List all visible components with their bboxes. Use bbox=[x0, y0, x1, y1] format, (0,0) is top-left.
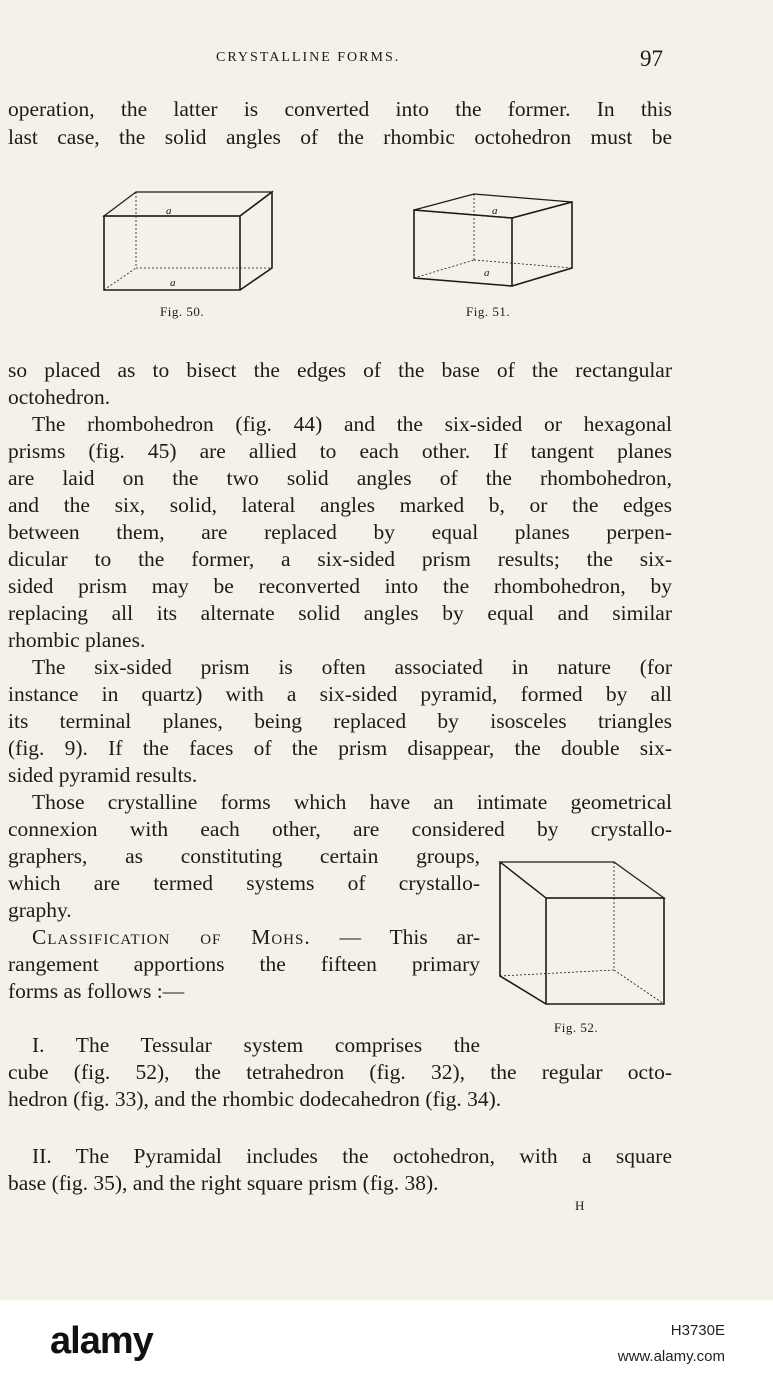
classification-line bbox=[8, 924, 480, 951]
paragraph-start: Those crystalline forms which have an intimate geometrical bbox=[32, 790, 672, 814]
text-line: rhombic planes. bbox=[8, 628, 146, 652]
text-line: graphers, as constituting certain groups, bbox=[8, 844, 480, 868]
paragraph-start: The rhombohedron (fig. 44) and the six-sided or hexagonal bbox=[32, 412, 672, 436]
section-1-start: I. The Tessular system comprises the bbox=[32, 1033, 480, 1057]
text-line: base (fig. 35), and the right square prism (fig. 38). bbox=[8, 1171, 439, 1195]
text-line: are laid on the two solid angles of the rhombohedron, bbox=[8, 466, 672, 490]
signature-mark: H bbox=[575, 1198, 585, 1213]
text-line: sided pyramid results. bbox=[8, 763, 198, 787]
text-line: (fig. 9). If the faces of the prism disappear, the double six- bbox=[8, 736, 672, 760]
text-line: so placed as to bisect the edges of the base of the rectangular bbox=[8, 358, 672, 382]
running-head: CRYSTALLINE FORMS. bbox=[216, 50, 401, 65]
text-line: last case, the solid angles of the rhombic octohedron must be bbox=[8, 125, 672, 149]
fig-50-label-top: a bbox=[166, 205, 172, 217]
fig-51-prism-diagram bbox=[410, 190, 580, 295]
text-line: between them, are replaced by equal planes perpen- bbox=[8, 520, 672, 544]
text-line: connexion with each other, are considered by crystallo- bbox=[8, 817, 672, 841]
fig-52-caption: Fig. 52. bbox=[554, 1020, 599, 1035]
classification-heading: Classification of Mohs. bbox=[32, 925, 311, 949]
fig-50-prism-diagram bbox=[100, 186, 280, 296]
text-line: cube (fig. 52), the tetrahedron (fig. 32), the regular octo- bbox=[8, 1060, 672, 1084]
text-line: its terminal planes, being replaced by isosceles triangles bbox=[8, 709, 672, 733]
text-line: prisms (fig. 45) are allied to each other. If tangent planes bbox=[8, 439, 672, 463]
text-line: rangement apportions the fifteen primary bbox=[8, 952, 480, 976]
text-line: graphy. bbox=[8, 898, 72, 922]
page-number: 97 bbox=[640, 46, 663, 71]
image-id: H3730E bbox=[670, 1322, 725, 1339]
site-url: www.alamy.com bbox=[617, 1348, 725, 1365]
text-line: sided prism may be reconverted into the rhombohedron, by bbox=[8, 574, 672, 598]
fig-51-label-bottom: a bbox=[484, 267, 490, 279]
text-line: and the six, solid, lateral angles marked b, or the edges bbox=[8, 493, 672, 517]
text-line: octohedron. bbox=[8, 385, 111, 409]
watermark-footer bbox=[0, 1300, 773, 1390]
paragraph-start: The six-sided prism is often associated in nature (for bbox=[32, 655, 672, 679]
text-line: which are termed systems of crystallo- bbox=[8, 871, 480, 895]
text-line: instance in quartz) with a six-sided pyramid, formed by all bbox=[8, 682, 672, 706]
fig-51-label-top: a bbox=[492, 205, 498, 217]
fig-52-cube-diagram bbox=[498, 858, 672, 1010]
fig-50-label-bottom: a bbox=[170, 277, 176, 289]
classification-dash-text: — This ar- bbox=[310, 925, 480, 949]
fig-50-caption: Fig. 50. bbox=[160, 304, 205, 319]
text-line: forms as follows :— bbox=[8, 979, 185, 1003]
fig-51-caption: Fig. 51. bbox=[466, 304, 511, 319]
alamy-logo: alamy bbox=[50, 1320, 153, 1362]
text-line: dicular to the former, a six-sided prism results; the six- bbox=[8, 547, 672, 571]
text-line: replacing all its alternate solid angles by equal and similar bbox=[8, 601, 672, 625]
section-2-start: II. The Pyramidal includes the octohedron, with a square bbox=[32, 1144, 672, 1168]
text-line: hedron (fig. 33), and the rhombic dodecahedron (fig. 34). bbox=[8, 1087, 502, 1111]
text-line: operation, the latter is converted into the former. In this bbox=[8, 97, 672, 121]
